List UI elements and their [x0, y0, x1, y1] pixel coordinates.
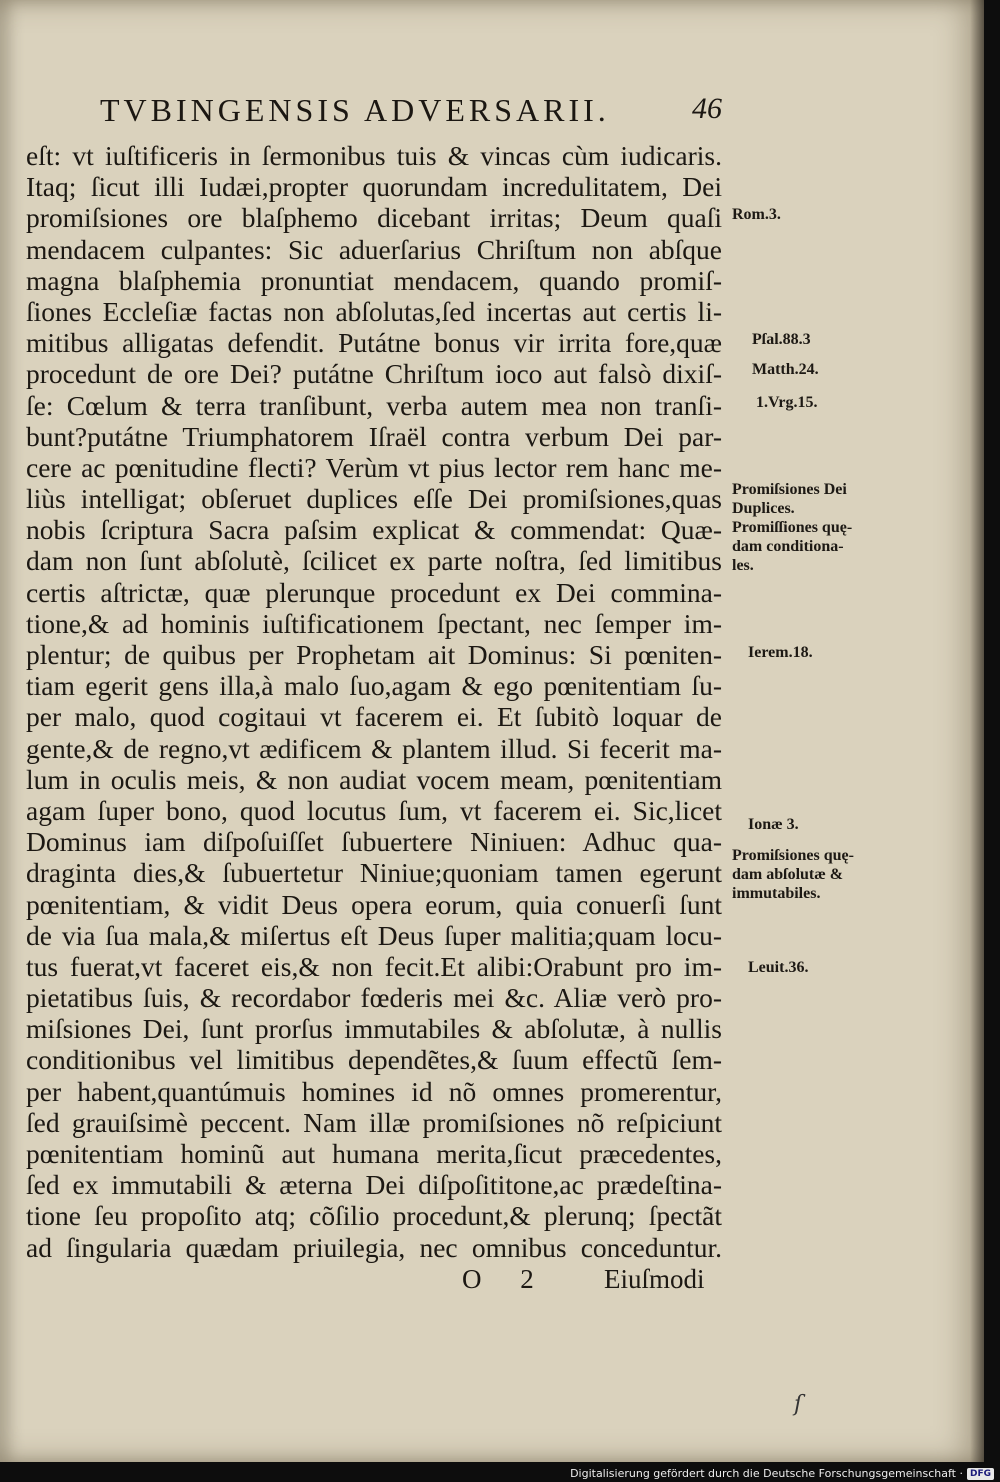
text-line: bunt?putátne Triumphatorem Iſraël contra verbum Dei par- — [26, 420, 722, 452]
text-line: Itaq; ſicut illi Iudæi,propter quorundam incredulitatem, Dei — [26, 171, 722, 203]
text-line: conditionibus vel limitibus dependẽtes,& ſuum effectũ ſem- — [26, 1044, 722, 1076]
margin-note-line: Matth.24. — [752, 361, 819, 378]
text-line: eſt: vt iuſtificeris in ſermonibus tuis & vincas cùm iudicaris. — [26, 140, 722, 171]
digitization-credit — [570, 1467, 994, 1480]
text-line: nobis ſcriptura Sacra paſsim explicat & commendat: Quæ- — [26, 514, 722, 546]
margin-note-line: Pſal.88.3 — [752, 331, 811, 348]
running-header — [100, 92, 730, 136]
text-line: pœnitentiam hominũ aut humana merita,ſicut præcedentes, — [26, 1138, 722, 1169]
text-line: mitibus alligatas defendit. Putátne bonus vir irrita fore,quæ — [26, 327, 722, 359]
catchword: Eiuſmodi — [604, 1264, 705, 1294]
text-line: plentur; de quibus per Prophetam ait Dominus: Si pœniten- — [26, 639, 722, 670]
credit-text: Digitalisierung gefördert durch die Deutsche Forschungsgemeinschaft · — [570, 1467, 963, 1480]
main-text-block — [26, 140, 722, 1263]
text-line: promiſsiones ore blaſphemo dicebant irritas; Deum quaſi — [26, 202, 722, 234]
text-line: per malo, quod cogitaui vt facerem ei. Et ſubitò loquar de — [26, 701, 722, 733]
text-line: de via ſua mala,& miſertus eſt Deus ſuper malitia;quam locu- — [26, 919, 722, 951]
text-line: Dominus iam diſpoſuiſſet ſubuertere Niniuen: Adhuc qua- — [26, 826, 722, 858]
text-line: ſed grauiſsimè peccent. Nam illæ promiſsiones nõ reſpiciunt — [26, 1106, 722, 1138]
margin-note-line: Rom.3. — [732, 206, 781, 223]
margin-note-rom — [732, 205, 781, 224]
page-number: 46 — [692, 92, 722, 125]
margin-note-line: Duplices. — [732, 500, 795, 517]
margin-note-matth — [752, 360, 819, 379]
margin-note-line: Leuit.36. — [748, 959, 809, 976]
text-line: magna blaſphemia pronuntiat mendacem, quando promiſ- — [26, 264, 722, 296]
text-line: tione ſeu propoſito atq; cõſilio procedunt,& plerunq; ſpectãt — [26, 1200, 722, 1232]
margin-note-ionae — [748, 815, 799, 834]
text-line: dam non ſunt abſolutè, ſcilicet ex parte noſtra, ſed limitibus — [26, 545, 722, 577]
margin-note-vrg — [756, 393, 817, 412]
text-line: agam ſuper bono, quod locutus ſum, vt facerem ei. Sic,licet — [26, 794, 722, 826]
text-line: cere ac pœnitudine flecti? Verùm vt pius lector rem hanc me- — [26, 451, 722, 483]
margin-note-ierem — [748, 643, 813, 662]
margin-note-line: dam abſolutæ & — [732, 866, 844, 883]
margin-note-line: Ionæ 3. — [748, 816, 799, 833]
margin-note-line: 1.Vrg.15. — [756, 394, 818, 411]
text-line: gente,& de regno,vt ædificem & plantem illud. Si fecerit ma- — [26, 732, 722, 764]
margin-note-line: Ierem.18. — [748, 644, 813, 661]
text-line: draginta dies,& ſubuertetur Niniue;quoniam tamen egerunt — [26, 857, 722, 889]
margin-note-leuit — [748, 958, 808, 977]
text-line: tione,& ad hominis iuſtificationem ſpectant, nec ſemper im- — [26, 607, 722, 639]
margin-note-line: Promiſſiones quę- — [732, 519, 853, 536]
text-line: liùs intelligat; obſeruet duplices eſſe Dei promiſsiones,quas — [26, 483, 722, 515]
text-line: pœnitentiam, & vidit Deus opera eorum, quia conuerſi ſunt — [26, 888, 722, 920]
text-line: lum in oculis meis, & non audiat vocem meam, pœnitentiam — [26, 763, 722, 795]
text-line: ſe: Cœlum & terra tranſibunt, verba autem mea non tranſi- — [26, 389, 722, 421]
margin-note-psal — [752, 330, 811, 349]
text-line: pietatibus ſuis, & recordabor fœderis mei &c. Aliæ verò pro- — [26, 982, 722, 1014]
text-line: tus fuerat,vt faceret eis,& non fecit.Et alibi:Orabunt pro im- — [26, 950, 722, 982]
margin-note-line: Promiſsiones Dei — [732, 481, 847, 498]
text-line: ad ſingularia quædam priuilegia, nec omnibus conceduntur. — [26, 1231, 722, 1263]
margin-note-line: les. — [732, 557, 754, 574]
stray-ink-mark: ſ — [794, 1392, 803, 1417]
text-line: miſsiones Dei, ſunt prorſus immutabiles & abſolutæ, à nullis — [26, 1013, 722, 1045]
dfg-logo: DFG — [967, 1468, 994, 1480]
margin-note-line: dam conditiona- — [732, 538, 844, 555]
text-line: procedunt de ore Dei? putátne Chriſtum ioco aut falsò dixiſ- — [26, 358, 722, 390]
page-footer — [0, 1264, 984, 1296]
text-line: mendacem culpantes: Sic aduerſarius Chriſtum non abſque — [26, 233, 722, 265]
text-line: tiam egerit gens illa,à malo ſuo,agam & ego pœnitentiam ſu- — [26, 670, 722, 702]
text-line: ſiones Eccleſiæ factas non abſolutas,ſed incertas aut certis li- — [26, 295, 722, 327]
margin-note-promissiones-duplices — [732, 480, 852, 575]
text-line: per habent,quantúmuis homines id nõ omnes promerentur, — [26, 1075, 722, 1107]
text-line: ſed ex immutabili & æterna Dei diſpoſititone,ac prædeſtina- — [26, 1169, 722, 1201]
margin-note-promissiones-absolutae — [732, 846, 854, 903]
margin-note-line: Promiſsiones quę- — [732, 847, 854, 864]
margin-note-line: immutabiles. — [732, 885, 821, 902]
signature-mark: O 2 — [462, 1264, 550, 1294]
text-line: certis aſtrictæ, quæ plerunque procedunt ex Dei commina- — [26, 576, 722, 608]
running-title: TVBINGENSIS ADVERSARII. — [100, 92, 610, 128]
